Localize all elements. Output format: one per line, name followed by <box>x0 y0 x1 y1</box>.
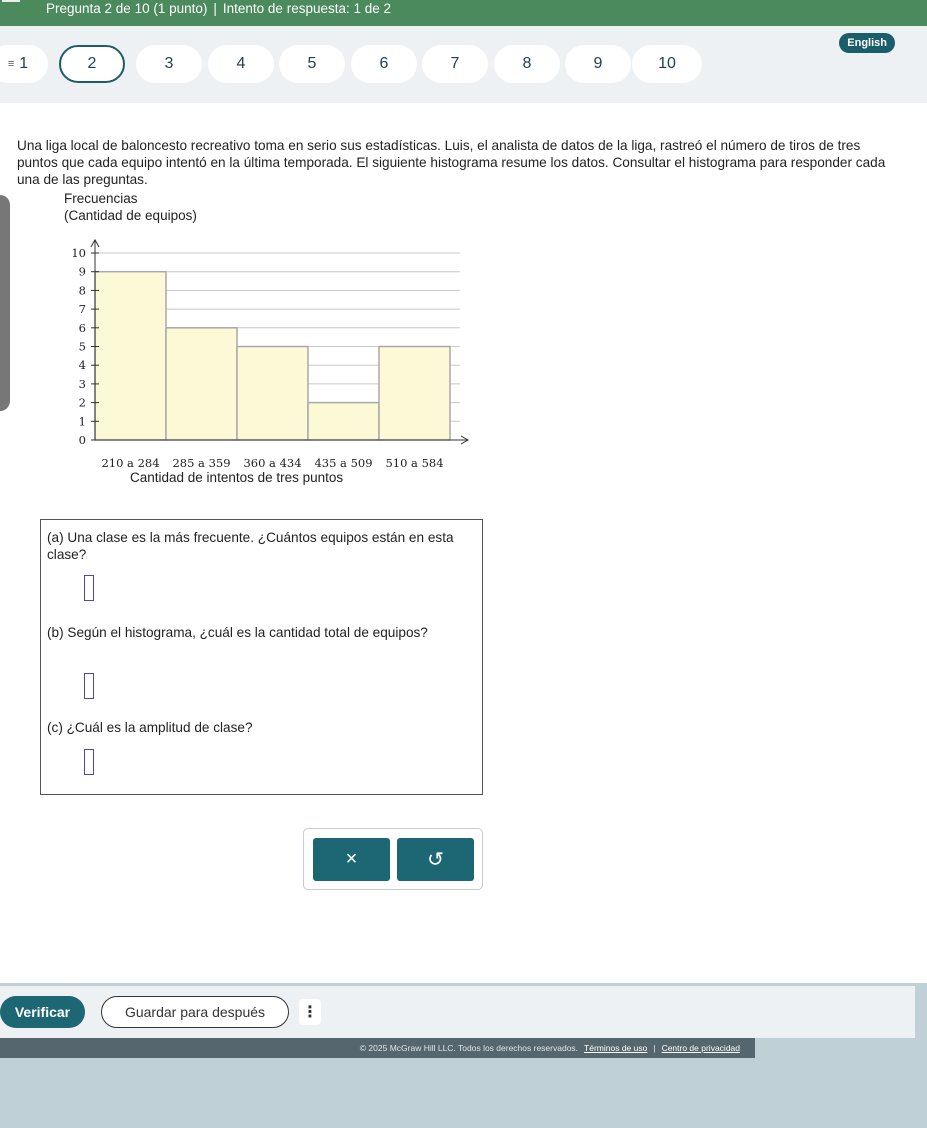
y-tick-label: 8 <box>78 283 86 298</box>
english-button[interactable]: English <box>839 33 895 53</box>
x-tick-label: 510 a 584 <box>385 456 444 470</box>
question-8-button[interactable]: 8 <box>494 45 560 83</box>
question-title: Pregunta 2 de 10 (1 punto) <box>46 1 208 16</box>
x-tick-label: 210 a 284 <box>101 456 160 470</box>
terms-link[interactable]: Términos de uso <box>584 1043 648 1053</box>
problem-intro: Una liga local de baloncesto recreativo toma en serio sus estadísticas. Luis, el analista de datos de la liga, rastreó el número de tiros de tres puntos que cada equipo intentó en la última temporada. El siguiente histograma resume los datos. Consultar el histograma para responder cada una de las preguntas. <box>17 138 886 187</box>
y-tick-label: 4 <box>78 358 86 373</box>
undo-button[interactable] <box>397 838 474 881</box>
action-bar <box>0 986 915 1038</box>
answer-b-input[interactable] <box>84 673 94 699</box>
y-axis-label-line2: (Cantidad de equipos) <box>64 208 197 223</box>
histogram-bar <box>237 347 308 441</box>
histogram-plot <box>40 191 480 471</box>
x-tick-label: 285 a 359 <box>172 456 231 470</box>
question-a: (a) Una clase es la más frecuente. ¿Cuántos equipos están en esta clase? <box>47 530 454 562</box>
question-9-button[interactable]: 9 <box>565 45 631 83</box>
left-scroll-handle[interactable] <box>0 195 10 411</box>
answer-tools <box>303 828 483 890</box>
close-icon: × <box>345 848 358 870</box>
histogram-bar <box>308 403 379 440</box>
question-c: (c) ¿Cuál es la amplitud de clase? <box>47 720 253 735</box>
more-options-icon[interactable]: ⋮ <box>299 999 321 1025</box>
x-ticks <box>101 456 443 470</box>
attempt-info: Intento de respuesta: 1 de 2 <box>222 1 392 16</box>
histogram-bar <box>379 347 450 441</box>
question-navigator <box>0 26 927 103</box>
y-tick-label: 6 <box>78 320 86 335</box>
y-tick-label: 9 <box>78 264 86 279</box>
copyright-text: © 2025 McGraw Hill LLC. Todos los derechos reservados. <box>359 1043 579 1053</box>
y-tick-label: 1 <box>78 414 86 429</box>
answer-c-input[interactable] <box>84 749 94 775</box>
histogram-bar <box>95 272 166 440</box>
question-6-button[interactable]: 6 <box>351 45 417 83</box>
x-axis-title: Cantidad de intentos de tres puntos <box>130 470 344 485</box>
y-tick-label: 3 <box>78 376 86 391</box>
menu-icon[interactable] <box>2 0 20 2</box>
top-bar <box>0 0 927 26</box>
y-axis-label-line1: Frecuencias <box>64 191 138 206</box>
question-3-button[interactable]: 3 <box>136 45 202 83</box>
answer-a-input[interactable] <box>84 575 94 601</box>
question-4-button[interactable]: 4 <box>208 45 274 83</box>
y-tick-label: 10 <box>71 246 86 260</box>
list-icon: ≡ <box>7 58 15 70</box>
question-b: (b) Según el histograma, ¿cuál es la cantidad total de equipos? <box>47 625 428 640</box>
question-1-button[interactable]: ≡ 1 <box>0 45 48 83</box>
y-tick-label: 7 <box>78 302 86 317</box>
question-7-button[interactable]: 7 <box>422 45 488 83</box>
histogram <box>40 191 480 491</box>
x-tick-label: 360 a 434 <box>243 456 302 470</box>
clear-button[interactable] <box>313 838 390 881</box>
y-tick-label: 0 <box>78 433 86 447</box>
question-10-button[interactable]: 10 <box>632 45 702 83</box>
y-tick-label: 2 <box>78 395 86 410</box>
histogram-bar <box>166 328 237 440</box>
verify-button[interactable]: Verificar <box>0 996 85 1028</box>
privacy-link[interactable]: Centro de privacidad <box>661 1043 740 1053</box>
question-content <box>0 103 927 983</box>
questions-box <box>40 519 483 795</box>
y-tick-label: 5 <box>78 339 86 354</box>
bars <box>95 272 450 440</box>
save-later-button[interactable]: Guardar para después <box>101 996 289 1028</box>
question-header: Pregunta 2 de 10 (1 punto) | Intento de respuesta: 1 de 2 <box>46 1 392 16</box>
x-tick-label: 435 a 509 <box>314 456 373 470</box>
question-5-button[interactable]: 5 <box>279 45 345 83</box>
undo-icon: ↺ <box>427 849 444 871</box>
copyright-bar: © 2025 McGraw Hill LLC. Todos los derechos reservados. Términos de uso | Centro de privacidad <box>0 1038 755 1058</box>
question-2-button[interactable]: 2 <box>59 45 125 83</box>
